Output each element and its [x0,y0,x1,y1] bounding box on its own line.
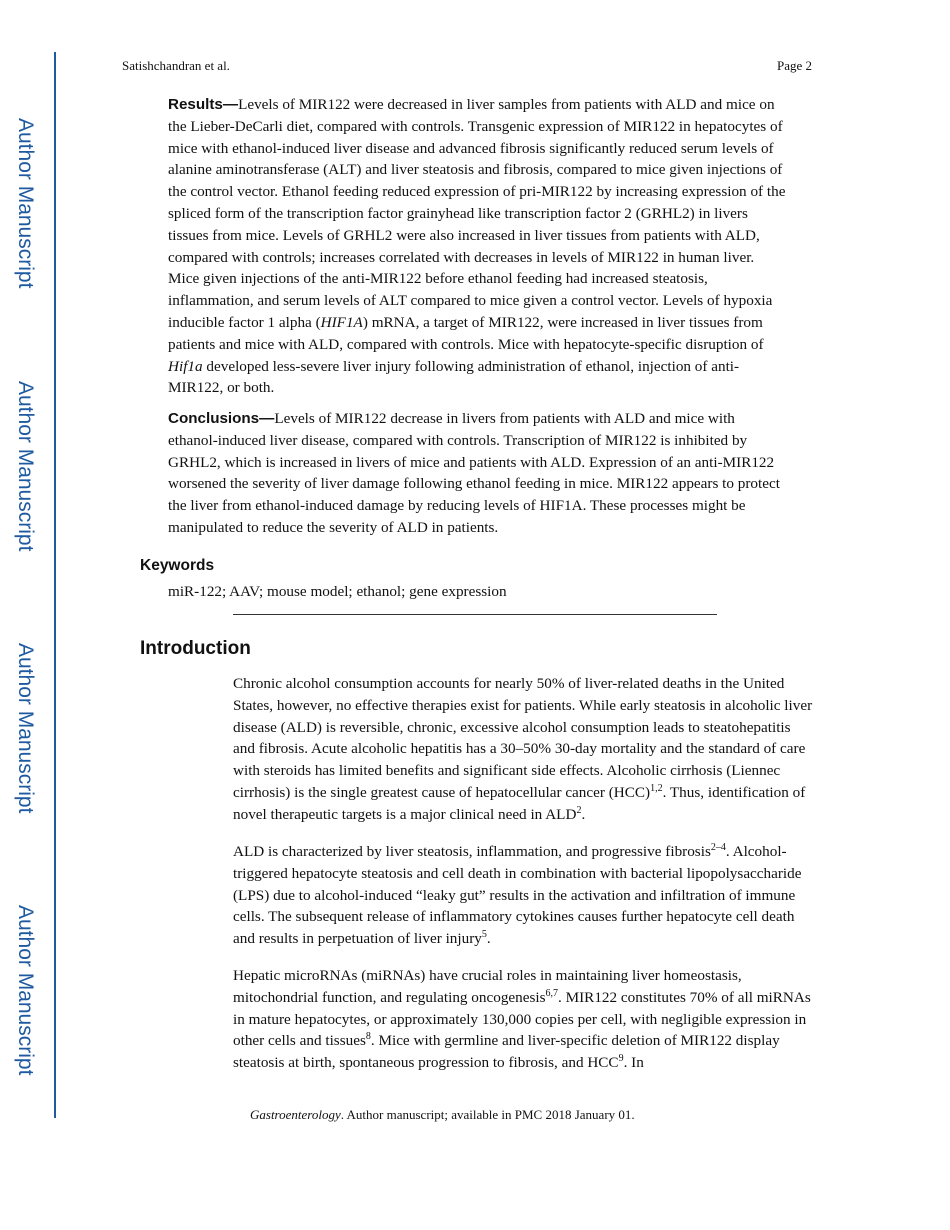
citation: 5 [481,929,487,941]
intro-text: . [486,930,491,948]
sidebar-rule [54,52,56,1118]
conclusions-paragraph [168,408,788,539]
results-label: Results— [168,96,239,113]
footer-text: . Author manuscript; available in PMC 2018 January 01. [340,1107,635,1122]
intro-text: . [581,805,586,823]
gene-name: HIF1A [320,313,363,331]
running-header [122,58,812,74]
intro-text: ALD is characterized by liver steatosis, inflammation, and progressive fibrosis [233,843,711,860]
results-paragraph [168,94,788,399]
intro-text: . Thus, identification of novel therapeutic targets is a major clinical need in ALD [233,783,806,823]
watermark-text: Author Manuscript [14,118,37,289]
citation: 1,2 [650,782,663,794]
keywords-text: miR-122; AAV; mouse model; ethanol; gene expression [168,583,507,600]
author-manuscript-sidebar [0,0,56,1118]
section-divider [233,614,717,615]
citation: 8 [365,1031,371,1043]
intro-text: . MIR122 constitutes 70% of all miRNAs in mature hepatocytes, or approximately 130,000 copies per cell, with negligible expression in other cells and tissues [233,988,811,1050]
intro-text: . In [623,1054,644,1072]
introduction-heading: Introduction [140,638,251,659]
citation: 6,7 [545,987,559,999]
conclusions-text: Levels of MIR122 decrease in livers from patients with ALD and mice with ethanol-induced liver disease, compared with controls. Transcription of MIR122 is inhibited by GRHL2, which is increased in livers of mice and patients with ALD. Expression of an anti-MIR122 worsened the severity of liver damage following ethanol feeding in mice. MIR122 appears to protect the liver from ethanol-induced damage by reducing levels of HIF1A. These processes might be manipulated to reduce the severity of ALD in patients. [168,410,780,536]
header-authors: Satishchandran et al. [122,58,230,73]
watermark-text: Author Manuscript [14,643,37,814]
journal-name: Gastroenterology [250,1107,341,1122]
citation: 2–4 [710,841,726,853]
page-number: Page 2 [776,58,812,73]
intro-paragraph-2 [233,841,813,950]
results-text: ) mRNA, a target of MIR122, were increased in liver tissues from patients and mice with ALD, compared with controls. Mice with hepatocyte-specific disruption of [168,313,764,353]
citation: 2 [576,804,582,816]
results-text: Levels of MIR122 were decreased in liver samples from patients with ALD and mice on the Lieber-DeCarli diet, compared with controls. Transgenic expression of MIR122 in hepatocytes of mice with ethanol-induced liver disease and advanced fibrosis significantly reduced serum levels of alanine aminotransferase (ALT) and liver steatosis and fibrosis, compared to mice given injections of the control vector. Ethanol feeding reduced expression of pri-MIR122 by increasing expression of the spliced form of the transcription factor grainyhead like transcription factor 2 (GRHL2) in livers tissues from mice. Levels of GRHL2 were also increased in liver tissues from patients with ALD, compared with controls; increases correlated with decreases in levels of MIR122 in human liver. Mice given injections of the anti-MIR122 before ethanol feeding had increased steatosis, inflammation, and serum levels of ALT compared to mice given a control vector. Levels of hypoxia inducible factor 1 alpha ( [168,96,786,331]
results-text: developed less-severe liver injury following administration of ethanol, injection of anti-MIR122, or both. [168,357,740,397]
intro-text: Hepatic microRNAs (miRNAs) have crucial roles in maintaining liver homeostasis, mitochondrial function, and regulating oncogenesis [233,967,742,1006]
intro-text: . Mice with germline and liver-specific deletion of MIR122 display steatosis at birth, spontaneous progression to fibrosis, and HCC [233,1032,780,1072]
watermark-text: Author Manuscript [14,381,37,552]
intro-paragraph-3 [233,965,813,1074]
citation: 9 [618,1053,624,1065]
intro-text: Chronic alcohol consumption accounts for nearly 50% of liver-related deaths in the United States, however, no effective therapies exist for patients. While early steatosis in alcoholic liver disease (ALD) is reversible, chronic, excessive alcohol consumption leads to steatohepatitis and fibrosis. Acute alcoholic hepatitis has a 30–50% 30-day mortality and the standard of care with steroids has limited benefits and significant side effects. Alcoholic cirrhosis (Liennec cirrhosis) is the single greatest cause of hepatocellular cancer (HCC) [233,675,813,801]
watermark-text: Author Manuscript [14,905,37,1076]
keywords-heading: Keywords [140,557,215,574]
gene-name: Hif1a [168,357,203,375]
page-footer [250,1107,635,1123]
intro-paragraph-1 [233,673,813,826]
conclusions-label: Conclusions— [168,410,275,427]
intro-text: . Alcohol-triggered hepatocyte steatosis and cell death in combination with bacterial lipopolysaccharide (LPS) due to alcohol-induced “leaky gut” results in the activation and infiltration of immune cells. The subsequent release of inflammatory cytokines causes further hepatocyte cell death and results in perpetuation of liver injury [233,843,802,948]
